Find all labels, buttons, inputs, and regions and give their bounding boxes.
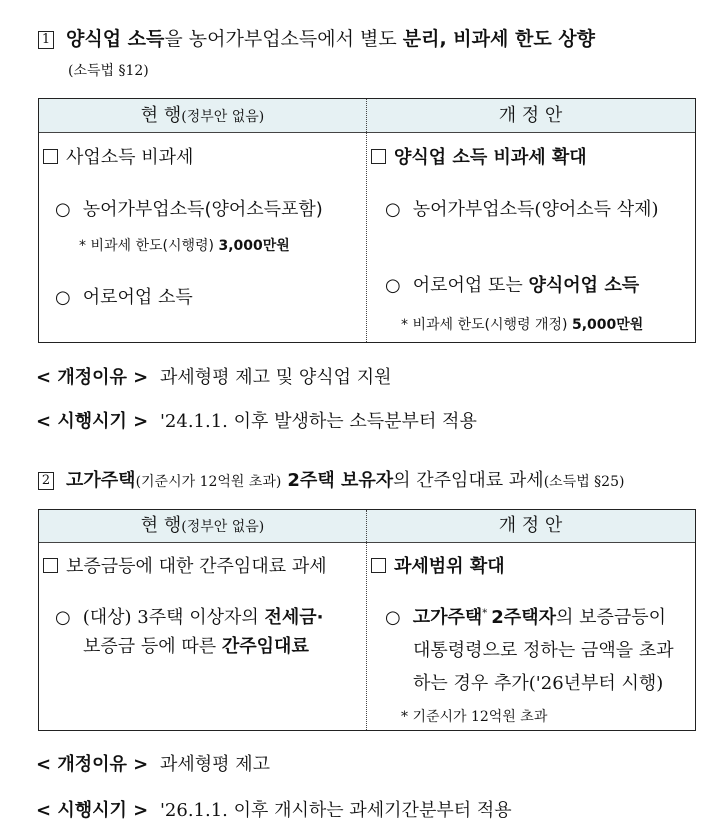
- section2-effective: [36, 796, 512, 822]
- section1-title: [38, 24, 595, 51]
- section1-left-item2: [55, 283, 193, 309]
- section1-left-note-bold: 3,000만원: [218, 238, 290, 254]
- section1-header-left-main: 현 행: [140, 105, 182, 126]
- checkbox-square-icon: [43, 558, 58, 573]
- section1-effective-text: '24.1.1. 이후 발생하는 소득분부터 적용: [159, 411, 477, 432]
- section2-left-item-line2: [83, 632, 309, 658]
- section2-right-item-sup: *: [482, 608, 488, 619]
- section2-left-main: [43, 552, 327, 578]
- section2-header-left: [39, 510, 366, 543]
- checkbox-square-icon: [371, 149, 386, 164]
- section2-right-main: [371, 552, 505, 578]
- section1-left-note-prefix: * 비과세 한도(시행령): [79, 238, 219, 254]
- section2-left-item-line1-bold: 전세금·: [264, 607, 324, 628]
- section2-title-small: (기준시가 12억원 초과): [135, 474, 282, 490]
- section2-title-mid: 의 간주임대료 과세: [393, 470, 544, 491]
- bullet-circle-icon: ○: [385, 199, 401, 220]
- bullet-circle-icon: ○: [55, 607, 71, 628]
- section1-left-note: [79, 235, 290, 255]
- bullet-circle-icon: ○: [55, 287, 71, 308]
- section2-effective-label: < 시행시기 >: [36, 800, 149, 821]
- section2-reason: [36, 750, 270, 776]
- section1-table-divider: [366, 99, 367, 342]
- section2-title-tail: (소득법 §25): [543, 474, 625, 490]
- section2-header-left-main: 현 행: [140, 515, 182, 536]
- section1-table: [38, 98, 696, 343]
- section1-right-note-bold: 5,000만원: [571, 317, 644, 333]
- bullet-circle-icon: ○: [385, 607, 401, 628]
- section1-title-mid: 을 농어가부업소득에서 별도: [164, 28, 403, 50]
- section2-number-box: 2: [38, 472, 54, 490]
- section1-reason-label: < 개정이유 >: [36, 367, 149, 388]
- section1-reason-text: 과세형평 제고 및 양식업 지원: [159, 367, 392, 388]
- section2-left-main-text: 보증금등에 대한 간주임대료 과세: [66, 556, 327, 577]
- section1-left-main: [43, 143, 193, 169]
- section2-effective-text: '26.1.1. 이후 개시하는 과세기간분부터 적용: [159, 800, 512, 821]
- section1-effective: [36, 407, 477, 433]
- section1-reason: [36, 363, 392, 389]
- section2-reason-label: < 개정이유 >: [36, 754, 149, 775]
- section1-right-item1-text: 농어가부업소득(양어소득 삭제): [412, 199, 659, 220]
- section2-right-note: * 기준시가 12억원 초과: [401, 709, 548, 725]
- section2-right-item-bold1: 고가주택: [412, 607, 483, 628]
- section1-right-item1: [385, 195, 659, 221]
- section2-table-divider: [366, 510, 367, 730]
- section1-right-item2-prefix: 어로어업 또는: [412, 275, 529, 296]
- section1-number-box: 1: [38, 31, 54, 49]
- section1-left-item1-prefix: 농어가부업소득: [82, 199, 205, 220]
- section1-effective-label: < 시행시기 >: [36, 411, 149, 432]
- section1-left-item1: [55, 195, 323, 221]
- section2-left-item-line1: [55, 603, 324, 629]
- section1-right-item2: [385, 271, 639, 297]
- section2-header-left-note: (정부안 없음): [181, 519, 265, 535]
- section2-left-item-line1-prefix: (대상) 3주택 이상자의: [82, 607, 265, 628]
- checkbox-square-icon: [371, 558, 386, 573]
- section1-header-right: 개 정 안: [498, 105, 563, 126]
- section1-header-left: [39, 99, 366, 134]
- section2-right-main-text: 과세범위 확대: [394, 556, 505, 577]
- section1-right-note-prefix: * 비과세 한도(시행령 개정): [401, 317, 572, 333]
- section1-right-main: [371, 143, 587, 169]
- section1-right-main-text: 양식업 소득 비과세 확대: [394, 147, 587, 168]
- section2-right-item-line1: [385, 603, 666, 629]
- section1-left-item1-bold: (양어소득포함): [204, 199, 323, 220]
- bullet-circle-icon: ○: [385, 275, 401, 296]
- section1-right-note: [401, 314, 643, 334]
- section1-header-left-note: (정부안 없음): [181, 109, 265, 125]
- section1-right-item2-bold: 양식어업 소득: [528, 275, 640, 296]
- bullet-circle-icon: ○: [55, 199, 71, 220]
- section2-left-item-line2-prefix: 보증금 등에 따른: [83, 636, 222, 657]
- section2-header-right: 개 정 안: [498, 515, 563, 536]
- section2-title-bold1: 고가주택: [66, 470, 136, 491]
- section2-table: [38, 509, 696, 731]
- section2-reason-text: 과세형평 제고: [159, 754, 271, 775]
- section1-title-bold2: 분리, 비과세 한도 상향: [402, 28, 596, 50]
- section2-right-item-bold2: 2주택자: [491, 607, 556, 628]
- section2-right-item-line1-tail: 의 보증금등이: [555, 607, 667, 628]
- section2-left-item-line2-bold: 간주임대료: [221, 636, 309, 657]
- section2-title: [38, 466, 624, 492]
- checkbox-square-icon: [43, 149, 58, 164]
- section1-left-main-text: 사업소득 비과세: [66, 147, 194, 168]
- section1-subtitle: (소득법 §12): [68, 63, 149, 79]
- section2-right-item-line2: 대통령령으로 정하는 금액을 초과: [413, 640, 674, 661]
- section2-title-bold2: 2주택 보유자: [287, 470, 394, 491]
- section2-right-item-line3: 하는 경우 추가('26년부터 시행): [413, 673, 664, 694]
- section1-title-bold1: 양식업 소득: [66, 28, 165, 50]
- section1-left-item2-text: 어로어업 소득: [82, 287, 193, 308]
